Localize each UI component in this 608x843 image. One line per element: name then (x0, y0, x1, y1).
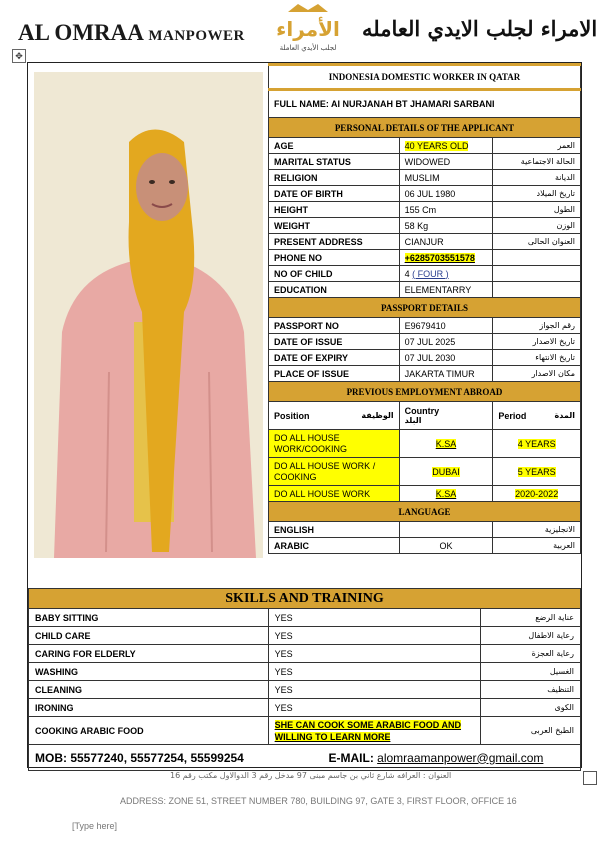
passport-row-expiry (269, 350, 581, 366)
skill-value: YES (268, 609, 480, 627)
arabic-label-age: العمر (493, 138, 581, 154)
employment-position: DO ALL HOUSE WORK (269, 486, 400, 502)
crown-icon (288, 4, 328, 12)
value-weight: 58 Kg (399, 218, 493, 234)
employment-period: 2020-2022 (515, 488, 559, 499)
personal-row-age (269, 138, 581, 154)
employment-country: K.SA (435, 488, 457, 499)
value-height: 155 Cm (399, 202, 493, 218)
personal-row-address (269, 234, 581, 250)
skill-label-ar: رعاية الاطفال (481, 627, 581, 645)
skill-row (29, 645, 581, 663)
label-marital-status: MARITAL STATUS (269, 154, 400, 170)
skill-value: YES (268, 681, 480, 699)
employment-position: DO ALL HOUSE WORK / COOKING (269, 458, 400, 486)
col-position-label: Position (274, 410, 310, 421)
arabic-label-weight: الوزن (493, 218, 581, 234)
email-block (329, 751, 544, 765)
employment-row (269, 486, 581, 502)
value-age: 40 YEARS OLD (404, 140, 469, 151)
value-education: ELEMENTARRY (399, 282, 493, 298)
employment-header-row (269, 402, 581, 430)
skill-label-ar: الغسيل (481, 663, 581, 681)
personal-row-weight (269, 218, 581, 234)
value-no-of-child: 4 (404, 268, 410, 279)
employment-period: 4 YEARS (517, 438, 556, 449)
skill-label-ar: رعاية العجزة (481, 645, 581, 663)
skill-row (29, 699, 581, 717)
label-education: EDUCATION (269, 282, 400, 298)
arabic-label-phone (493, 250, 581, 266)
value-arabic: OK (399, 538, 493, 554)
personal-row-dob (269, 186, 581, 202)
section-skills-heading: SKILLS AND TRAINING (29, 589, 581, 609)
value-english (399, 522, 493, 538)
skill-label-ar: الكوى (481, 699, 581, 717)
skill-label-ar: التنظيف (481, 681, 581, 699)
skill-label-ar: عناية الرضع (481, 609, 581, 627)
value-phone-link[interactable]: +6285703551578 (404, 252, 475, 263)
employment-country: DUBAI (432, 466, 460, 477)
value-present-address: CIANJUR (399, 234, 493, 250)
col-period-header (493, 402, 581, 430)
col-position-label-ar: الوظيفة (361, 410, 394, 420)
section-passport-heading: PASSPORT DETAILS (269, 298, 581, 318)
value-date-of-birth: 06 JUL 1980 (399, 186, 493, 202)
checkbox[interactable] (583, 771, 597, 785)
company-name-main: AL OMRAA (18, 20, 143, 45)
applicant-full-name: FULL NAME: AI NURJANAH BT JHAMARI SARBANI (269, 90, 581, 118)
arabic-label-date-of-issue: تاريخ الاصدار (493, 334, 581, 350)
label-weight: WEIGHT (269, 218, 400, 234)
logo-subtext: لجلب الأيدي العاملة (279, 44, 337, 52)
personal-row-education (269, 282, 581, 298)
arabic-label-no-of-child (493, 266, 581, 282)
skill-row (29, 663, 581, 681)
label-age: AGE (269, 138, 400, 154)
skill-value: YES (268, 663, 480, 681)
skill-label: WASHING (29, 663, 269, 681)
language-row-arabic (269, 538, 581, 554)
label-date-of-expiry: DATE OF EXPIRY (269, 350, 400, 366)
label-arabic: ARABIC (269, 538, 400, 554)
section-language-heading: LANGUAGE (269, 502, 581, 522)
arabic-label-height: الطول (493, 202, 581, 218)
arabic-label-passport-no: رقم الجواز (493, 318, 581, 334)
skill-label: COOKING ARABIC FOOD (29, 717, 269, 745)
value-passport-no: E9679410 (399, 318, 493, 334)
skill-label: CARING FOR ELDERLY (29, 645, 269, 663)
col-period-label: Period (498, 410, 527, 421)
label-date-of-birth: DATE OF BIRTH (269, 186, 400, 202)
company-logo (258, 2, 358, 54)
skill-row (29, 609, 581, 627)
arabic-label-marital-status: الحالة الاجتماعية (493, 154, 581, 170)
employment-row (269, 458, 581, 486)
label-religion: RELIGION (269, 170, 400, 186)
col-country-header (399, 402, 493, 430)
value-place-of-issue: JAKARTA TIMUR (399, 366, 493, 382)
passport-row-place (269, 366, 581, 382)
employment-country: K.SA (435, 438, 457, 449)
employment-position: DO ALL HOUSE WORK/COOKING (269, 430, 400, 458)
col-country-label-ar: البلد (404, 415, 422, 425)
label-present-address: PRESENT ADDRESS (269, 234, 400, 250)
col-country-label: Country (404, 405, 440, 416)
arabic-label-date-of-birth: تاريخ الميلاد (493, 186, 581, 202)
skill-value: YES (268, 627, 480, 645)
logo-text: الأمراء (276, 17, 340, 41)
company-name-sub: MANPOWER (148, 28, 245, 44)
value-religion: MUSLIM (399, 170, 493, 186)
applicant-photo (34, 72, 263, 558)
value-date-of-issue: 07 JUL 2025 (399, 334, 493, 350)
arabic-label-education (493, 282, 581, 298)
employment-row (269, 430, 581, 458)
address-english: ADDRESS: ZONE 51, STREET NUMBER 780, BUILDING 97, GATE 3, FIRST FLOOR, OFFICE 16 (120, 796, 517, 806)
skill-row (29, 681, 581, 699)
section-personal-heading: PERSONAL DETAILS OF THE APPLICANT (269, 118, 581, 138)
language-row-english (269, 522, 581, 538)
employment-period: 5 YEARS (517, 466, 556, 477)
passport-row-number (269, 318, 581, 334)
footer-placeholder[interactable]: [Type here] (72, 821, 118, 831)
personal-row-marital (269, 154, 581, 170)
email-link[interactable]: alomraamanpower@gmail.com (377, 750, 544, 765)
label-phone: PHONE NO (269, 250, 400, 266)
address-arabic: العنوان : العرافه شارع ثاني بن جاسم مبنى 97 مدخل رقم 3 الدوالاول مكتب رقم 16 (170, 771, 452, 780)
skill-row (29, 717, 581, 745)
value-date-of-expiry: 07 JUL 2030 (399, 350, 493, 366)
table-move-icon[interactable]: ✥ (12, 49, 26, 63)
skill-label: CHILD CARE (29, 627, 269, 645)
personal-row-height (269, 202, 581, 218)
skill-label-ar: الطبخ العربى (481, 717, 581, 745)
label-english: ENGLISH (269, 522, 400, 538)
col-period-label-ar: المدة (554, 410, 575, 420)
skills-table (28, 588, 581, 771)
personal-row-children (269, 266, 581, 282)
skill-value: YES (268, 645, 480, 663)
personal-row-phone (269, 250, 581, 266)
arabic-label-english: الانجليزية (493, 522, 581, 538)
passport-row-issue (269, 334, 581, 350)
company-name-english (18, 20, 245, 46)
label-place-of-issue: PLACE OF ISSUE (269, 366, 400, 382)
company-name-arabic: الامراء لجلب الايدي العامله (362, 16, 598, 41)
label-no-of-child: NO OF CHILD (269, 266, 400, 282)
label-date-of-issue: DATE OF ISSUE (269, 334, 400, 350)
col-position-header (269, 402, 400, 430)
contact-row (29, 745, 581, 771)
document-title: INDONESIA DOMESTIC WORKER IN QATAR (269, 65, 581, 90)
skill-label: CLEANING (29, 681, 269, 699)
arabic-label-religion: الديانة (493, 170, 581, 186)
section-employment-heading: PREVIOUS EMPLOYMENT ABROAD (269, 382, 581, 402)
personal-row-religion (269, 170, 581, 186)
skill-row (29, 627, 581, 645)
arabic-label-arabic: العربية (493, 538, 581, 554)
skill-value: SHE CAN COOK SOME ARABIC FOOD AND WILLING TO LEARN MORE (274, 719, 461, 742)
arabic-label-date-of-expiry: تاريخ الانتهاء (493, 350, 581, 366)
value-marital-status: WIDOWED (399, 154, 493, 170)
label-passport-no: PASSPORT NO (269, 318, 400, 334)
email-label: E-MAIL: (328, 750, 374, 765)
mobile-numbers: MOB: 55577240, 55577254, 55599254 (35, 750, 244, 765)
value-no-of-child-words: ( FOUR ) (412, 268, 449, 279)
skill-label: BABY SITTING (29, 609, 269, 627)
label-height: HEIGHT (269, 202, 400, 218)
details-table (268, 63, 581, 554)
skill-label: IRONING (29, 699, 269, 717)
arabic-label-place-of-issue: مكان الاصدار (493, 366, 581, 382)
skill-value: YES (268, 699, 480, 717)
arabic-label-present-address: العنوان الحالى (493, 234, 581, 250)
